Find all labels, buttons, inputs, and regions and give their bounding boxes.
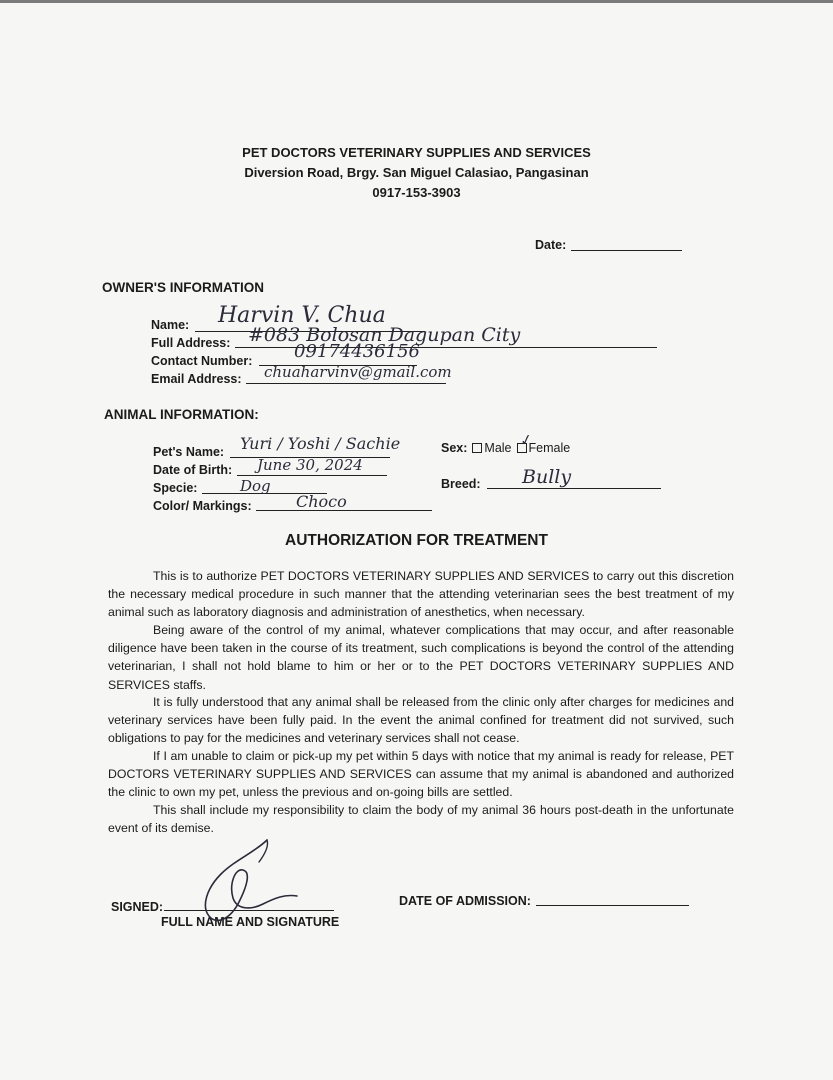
breed-value: Bully [522, 466, 572, 488]
male-checkbox[interactable] [472, 443, 482, 453]
business-phone: 0917-153-3903 [372, 185, 461, 200]
signature-caption: FULL NAME AND SIGNATURE [161, 915, 340, 929]
signed-label: SIGNED: [111, 900, 164, 914]
pet-name-label: Pet's Name: [153, 445, 225, 459]
color-value: Choco [296, 492, 347, 511]
business-name: PET DOCTORS VETERINARY SUPPLIES AND SERVICES [242, 145, 591, 160]
handwritten-signature [185, 832, 305, 932]
female-checkmark-icon: ✓ [518, 429, 535, 451]
dob-field[interactable] [237, 475, 387, 476]
admission-date-label: DATE OF ADMISSION: [399, 894, 531, 908]
scan-edge-line [0, 0, 833, 3]
admission-date-field[interactable] [536, 905, 689, 906]
male-option-label: Male [484, 441, 512, 455]
breed-label: Breed: [441, 477, 481, 491]
authorization-paragraph-5: This shall include my responsibility to claim the body of my animal 36 hours post-death in the unfortunate event of its demise. [108, 803, 734, 836]
dob-value: June 30, 2024 [257, 456, 363, 474]
specie-label: Specie: [153, 481, 198, 495]
owner-address-value: #083 Bolosan Dagupan City [248, 324, 521, 346]
owner-email-value: chuaharvinv@gmail.com [264, 363, 452, 381]
owner-contact-label: Contact Number: [151, 354, 253, 368]
authorization-paragraph-2: Being aware of the control of my animal, whatever complications that may occur, and after reasonable diligence have been taken in the course of its treatment, such complications is beyond the control of the attending veterinarian, I shall not hold blame to him or her or to the PET DOCTORS VETERINARY SUPPLIES AND SERVICES staffs. [108, 623, 734, 692]
business-address: Diversion Road, Brgy. San Miguel Calasiao, Pangasinan [244, 165, 589, 180]
owner-name-label: Name: [151, 318, 190, 332]
date-field[interactable] [571, 250, 682, 251]
owner-address-label: Full Address: [151, 336, 231, 350]
female-option-label: Female [528, 441, 571, 455]
owner-email-field[interactable] [246, 383, 446, 384]
owner-email-label: Email Address: [151, 372, 242, 386]
authorization-paragraph-4: If I am unable to claim or pick-up my pet within 5 days with notice that my animal is ready for release, PET DOCTORS VETERINARY SUPPLIES AND SERVICES can assume that my animal is abandoned and authorized the clinic to own my pet, unless the previous and on-going bills are settled. [108, 749, 734, 800]
animal-section-title: ANIMAL INFORMATION: [104, 407, 259, 422]
owner-contact-value: 09174436156 [294, 341, 420, 362]
sex-group [441, 441, 570, 455]
authorization-title: AUTHORIZATION FOR TREATMENT [285, 532, 548, 549]
sex-label: Sex: [441, 441, 468, 455]
color-label: Color/ Markings: [153, 499, 252, 513]
specie-value: Dog [240, 477, 271, 495]
pet-name-value: Yuri / Yoshi / Sachie [240, 434, 401, 453]
owner-section-title: OWNER'S INFORMATION [102, 280, 264, 295]
dob-label: Date of Birth: [153, 463, 233, 477]
date-label: Date: [535, 238, 567, 252]
authorization-paragraph-1: This is to authorize PET DOCTORS VETERINARY SUPPLIES AND SERVICES to carry out this discretion the necessary medical procedure in such manner that the attending veterinarian sees the best treatment of my animal such as laboratory diagnosis and administration of anesthetics, when necessary. [108, 569, 734, 620]
authorization-paragraph-3: It is fully understood that any animal shall be released from the clinic only after charges for medicines and veterinary services have been fully paid. In the event the animal confined for treatment did not survived, such obligations to pay for the medicines and veterinary services shall not cease. [108, 695, 734, 746]
owner-name-value: Harvin V. Chua [218, 303, 386, 328]
breed-field[interactable] [487, 488, 661, 489]
